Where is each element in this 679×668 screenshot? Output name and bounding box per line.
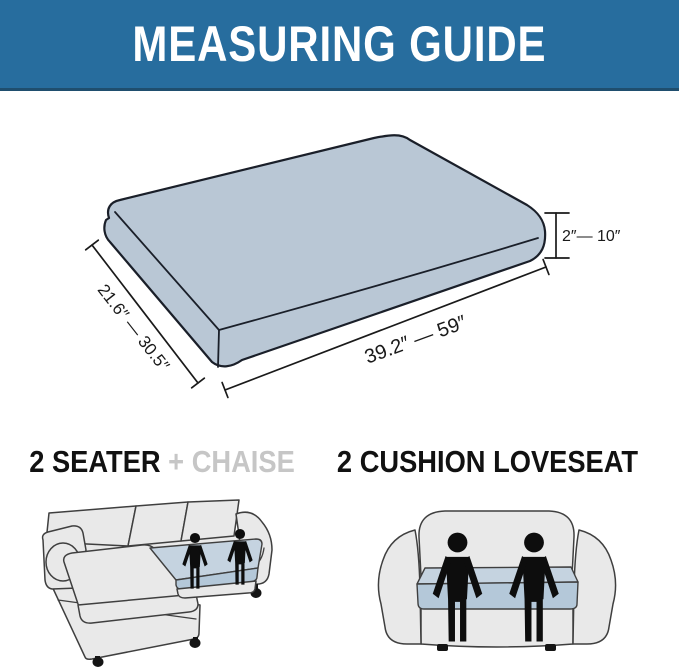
header-banner xyxy=(0,0,679,91)
cushion-illustration xyxy=(104,135,545,367)
label-chaise: CHAISE xyxy=(191,444,295,479)
foot xyxy=(545,644,556,651)
page-title: MEASURING GUIDE xyxy=(132,16,547,72)
foot xyxy=(437,644,448,651)
label-plus: + xyxy=(160,444,192,479)
width-range-label: 39.2″ — 59″ xyxy=(361,311,470,369)
section-title-sectional xyxy=(19,443,304,481)
label-2-seater: 2 SEATER xyxy=(29,444,161,479)
loveseat-illustration xyxy=(375,492,635,668)
sectional-sofa-illustration xyxy=(10,490,330,668)
left-arm xyxy=(378,530,421,644)
cushion-diagram xyxy=(0,90,679,440)
label-2-cushion-loveseat: 2 CUSHION LOVESEAT xyxy=(336,444,639,479)
height-dimension xyxy=(545,213,621,258)
height-range-label: 2″— 10″ xyxy=(562,228,621,245)
depth-range-label: 21.6″ — 30.5″ xyxy=(93,280,174,375)
section-title-loveseat xyxy=(336,443,639,481)
right-arm xyxy=(573,530,616,644)
